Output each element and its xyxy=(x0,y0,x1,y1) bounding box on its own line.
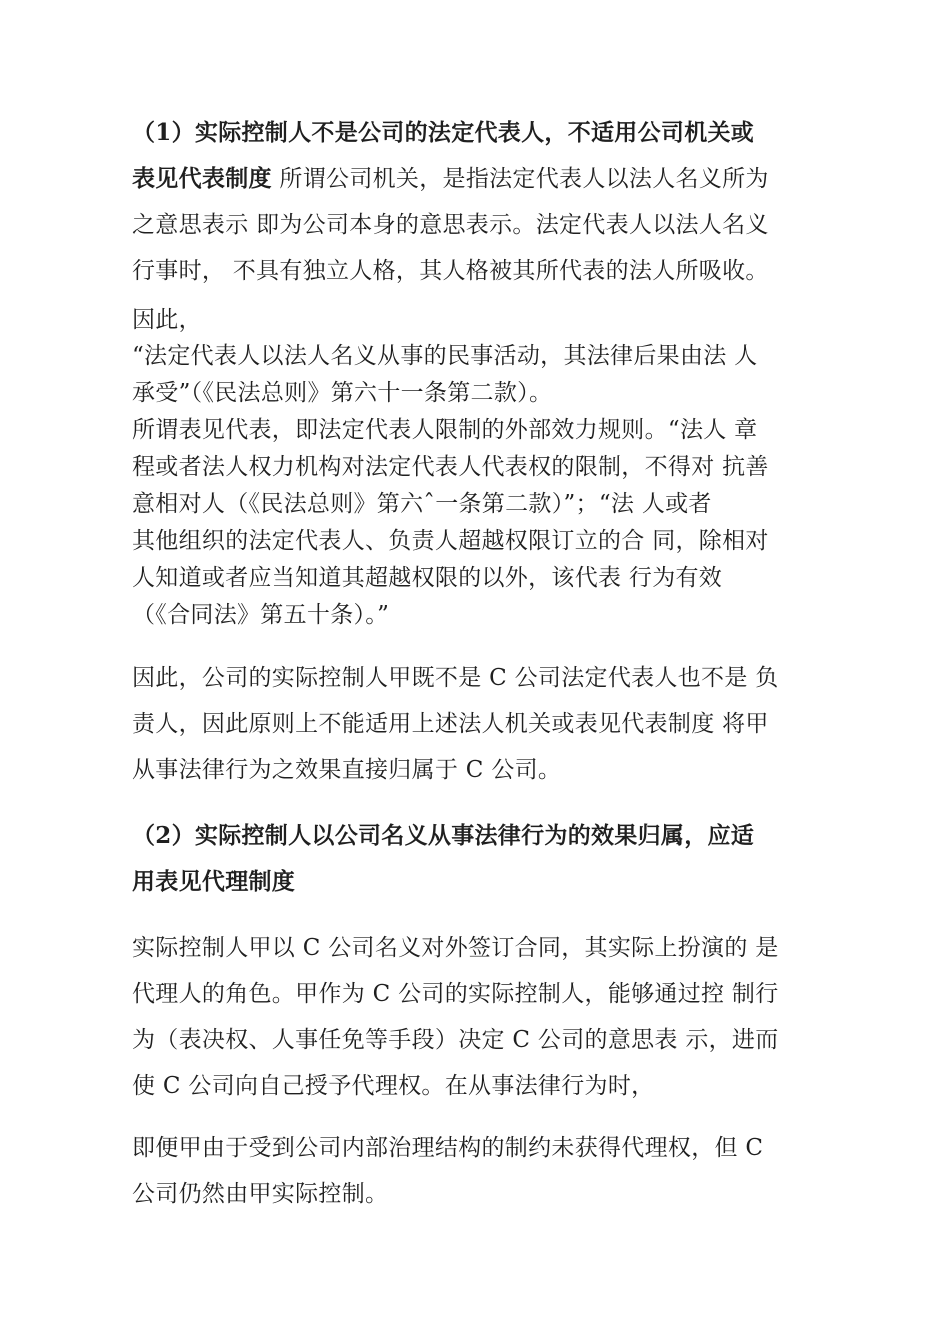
section2-body-continued xyxy=(132,1125,822,1217)
heading-line: 用表见代理制度 xyxy=(132,868,296,895)
body-line: 之意思表示 即为公司本身的意思表示。法定代表人以法人名义 xyxy=(132,212,769,238)
quote-line: “法定代表人以法人名义从事的民事活动，其法律后果由法 人 xyxy=(132,343,758,369)
conclusion-line: 从事法律行为之效果直接归属于 C 公司。 xyxy=(132,757,562,783)
conclusion-paragraph xyxy=(132,655,822,793)
section2-body xyxy=(132,925,822,1109)
heading-tail-text: 所谓公司机关，是指法定代表人以法人名义所为 xyxy=(271,166,769,192)
body-line: 代理人的角色。甲作为 C 公司的实际控制人，能够通过控 制行 xyxy=(132,981,779,1007)
section1-heading xyxy=(132,110,822,202)
quote-line: 程或者法人权力机构对法定代表人代表权的限制，不得对 抗善 xyxy=(132,454,769,480)
heading-line-bold: 表见代表制度 xyxy=(132,165,272,192)
quote-line: 意相对人（《民法总则》第六ˆ一条第二款）”；“法 人或者 xyxy=(132,491,712,517)
body-line: 为（表决权、人事任免等手段）决定 C 公司的意思表 示，进而 xyxy=(132,1027,779,1053)
body-line: 使 C 公司向自己授予代理权。在从事法律行为时， xyxy=(132,1073,655,1099)
quote-line: （《合同法》第五十条）。” xyxy=(132,602,390,628)
heading-line xyxy=(132,156,822,202)
quote-block xyxy=(132,338,822,634)
body-line: 公司仍然由甲实际控制。 xyxy=(132,1181,389,1207)
quote-line: 承受”（《民法总则》第六十一条第二款）。 xyxy=(132,380,553,406)
heading-line: （2）实际控制人以公司名义从事法律行为的效果归属，应适 xyxy=(132,822,755,849)
quote-line: 其他组织的法定代表人、负责人超越权限订立的合 同，除相对 xyxy=(132,528,769,554)
body-line: 即便甲由于受到公司内部治理结构的制约未获得代理权，但 C xyxy=(132,1135,764,1161)
quote-line: 所谓表见代表，即法定代表人限制的外部效力规则。“法人 章 xyxy=(132,417,758,443)
body-line: 实际控制人甲以 C 公司名义对外签订合同，其实际上扮演的 是 xyxy=(132,935,779,961)
section1-body xyxy=(132,202,822,294)
quote-line: 人知道或者应当知道其超越权限的以外，该代表 行为有效 xyxy=(132,565,723,591)
therefore-text: 因此， xyxy=(132,307,202,333)
conclusion-line: 责人，因此原则上不能适用上述法人机关或表见代表制度 将甲 xyxy=(132,711,769,737)
body-line: 行事时， 不具有独立人格，其人格被其所代表的法人所吸收。 xyxy=(132,258,769,284)
section2-heading xyxy=(132,813,822,905)
conclusion-line: 因此，公司的实际控制人甲既不是 C 公司法定代表人也不是 负 xyxy=(132,665,779,691)
heading-line: （1）实际控制人不是公司的法定代表人，不适用公司机关或 xyxy=(132,119,755,146)
